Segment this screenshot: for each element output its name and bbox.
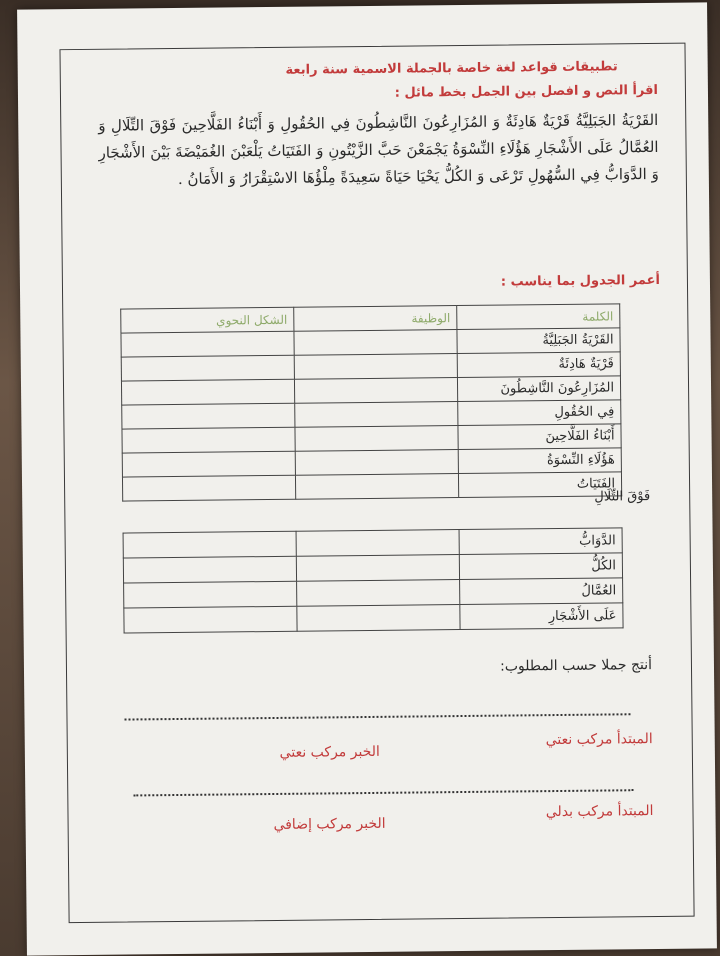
- header-form: الشكل النحوي: [121, 307, 294, 333]
- word-cell: فِي الحُقُولِ: [458, 400, 621, 426]
- produce-instruction: أنتج جملا حسب المطلوب:: [499, 657, 653, 675]
- function-cell[interactable]: [295, 402, 458, 428]
- word-cell: العُمَّالُ: [460, 578, 623, 605]
- function-cell[interactable]: [296, 555, 459, 582]
- function-cell[interactable]: [296, 530, 459, 557]
- form-cell[interactable]: [123, 531, 296, 558]
- function-cell[interactable]: [295, 450, 458, 476]
- function-cell[interactable]: [294, 378, 457, 404]
- passage-text: القَرْيَةُ الجَبَلِيَّةُ قَرْيَةٌ هَادِئَةٌ وَ المُزَارِعُونَ النَّاشِطُونَ فِي الحُقُولِ وَ أَبْنَاءُ الفَلَّاحِينَ فَوْقَ التِّلَالِ وَ العُمَّالُ عَلَى الأَشْجَارِ هَؤُلَاءِ النِّسْوَةُ يَجْمَعْنَ حَبَّ الزَّيْتُونِ وَ الفَتَيَاتُ يَلْعَبْنَ الغُمَيْضَةَ بَيْنَ الأَشْجَارِ وَ الدَّوَابُّ فِي السُّهُولِ تَرْعَى وَ الكُلُّ يَحْيَا حَيَاةً سَعِيدَةً مِلْؤُهَا الاسْتِقْرَارُ وَ الأَمَانُ .: [98, 110, 659, 188]
- function-cell[interactable]: [295, 474, 458, 500]
- word-cell: قَرْيَةٌ هَادِئَةٌ: [457, 352, 620, 378]
- worksheet-paper: [17, 2, 717, 955]
- table-row: [124, 603, 623, 633]
- outside-table-word: فَوْقَ التِّلَالِ: [594, 489, 651, 505]
- req1-mubtada: المبتدأ مركب نعتي: [545, 731, 653, 749]
- header-word: الكلمة: [457, 304, 620, 330]
- function-cell[interactable]: [294, 354, 457, 380]
- read-instruction: اقرأ النص و افصل بين الجمل بخط مائل :: [394, 82, 659, 101]
- form-cell[interactable]: [122, 403, 295, 429]
- word-cell: هَؤُلَاءِ النِّسْوَةُ: [458, 448, 621, 474]
- form-cell[interactable]: [122, 427, 295, 453]
- word-cell: القَرْيَةُ الجَبَلِيَّةُ: [457, 328, 620, 354]
- analysis-table-1: [120, 303, 622, 501]
- word-cell: الدَّوَابُّ: [459, 528, 622, 555]
- form-cell[interactable]: [122, 475, 295, 501]
- form-cell[interactable]: [124, 606, 297, 633]
- function-cell[interactable]: [297, 605, 460, 632]
- function-cell[interactable]: [294, 330, 457, 356]
- word-cell: الكُلُّ: [459, 553, 622, 580]
- form-cell[interactable]: [122, 451, 295, 477]
- word-cell: عَلَى الأَشْجَارِ: [460, 603, 623, 630]
- worksheet-title: تطبيقات قواعد لغة خاصة بالجملة الاسمية سنة رابعة: [285, 59, 618, 78]
- analysis-table-2: [123, 527, 624, 633]
- form-cell[interactable]: [121, 355, 294, 381]
- word-cell: المُزَارِعُونَ النَّاشِطُونَ: [457, 376, 620, 402]
- header-function: الوظيفة: [294, 306, 457, 332]
- req2-mubtada: المبتدأ مركب بدلي: [545, 803, 654, 821]
- function-cell[interactable]: [297, 580, 460, 607]
- form-cell[interactable]: [121, 379, 294, 405]
- req2-khabar: الخبر مركب إضافي: [273, 815, 386, 833]
- form-cell[interactable]: [123, 556, 296, 583]
- form-cell[interactable]: [124, 581, 297, 608]
- function-cell[interactable]: [295, 426, 458, 452]
- word-cell: الفَتَيَاتُ: [458, 472, 621, 498]
- table-instruction: أعمر الجدول بما يناسب :: [500, 272, 661, 290]
- req1-khabar: الخبر مركب نعتي: [279, 743, 380, 761]
- word-cell: أَبْنَاءُ الفَلَّاحِينَ: [458, 424, 621, 450]
- form-cell[interactable]: [121, 331, 294, 357]
- table-row: [122, 472, 621, 501]
